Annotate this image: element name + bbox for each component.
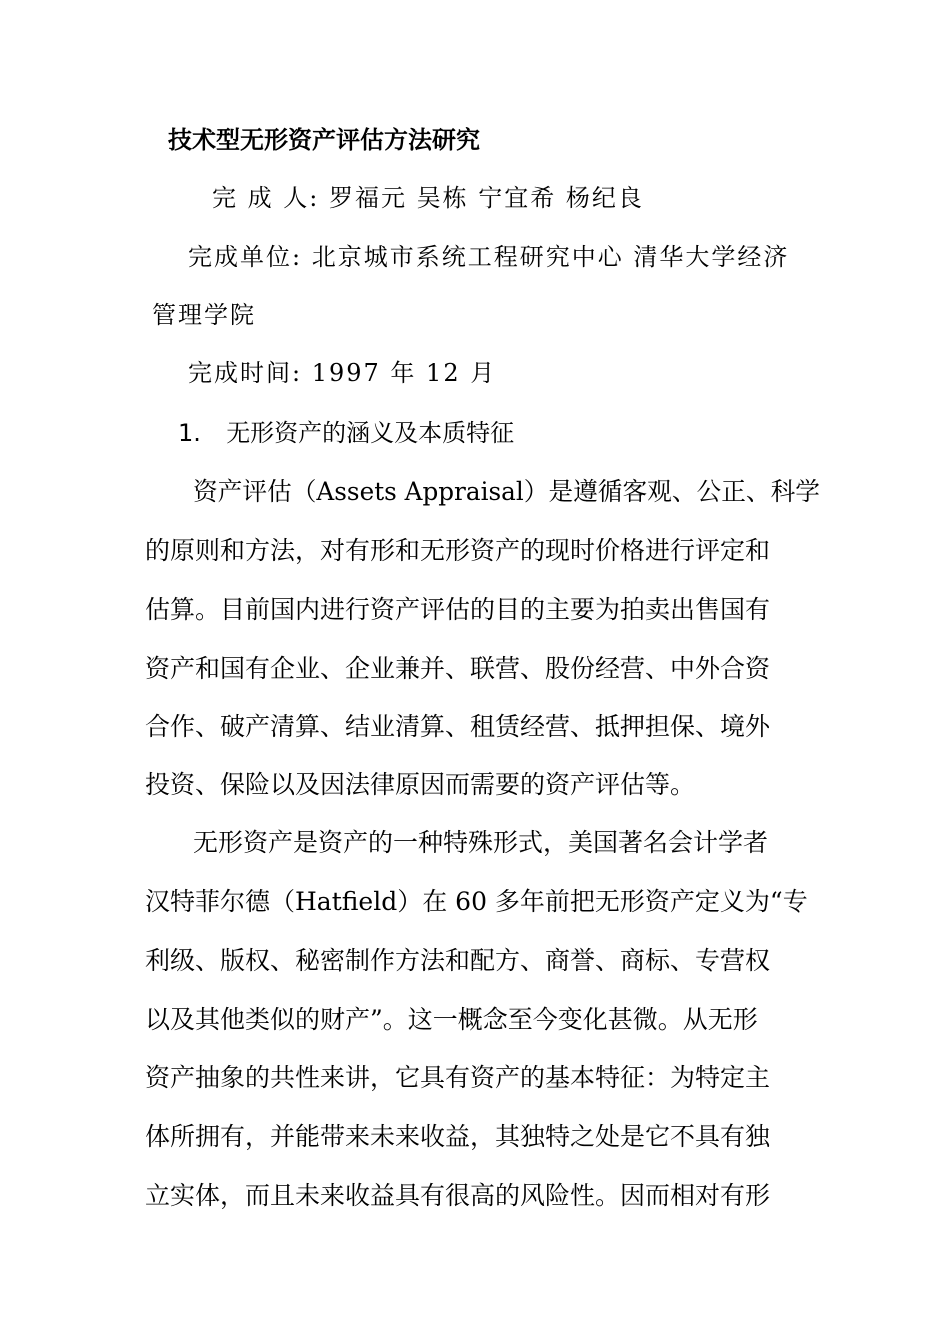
paragraph-line: 以及其他类似的财产”。这一概念至今变化甚微。从无形 (145, 1005, 758, 1034)
time-line: 完成时间: 1997 年 12 月 (188, 359, 497, 387)
paragraph-line: 投资、保险以及因法律原因而需要的资产评估等。 (145, 770, 696, 799)
paragraph-line: 的原则和方法，对有形和无形资产的现时价格进行评定和 (145, 536, 771, 565)
paragraph-line: 资产评估（Assets Appraisal）是遵循客观、公正、科学 (193, 477, 820, 506)
section-title: 无形资产的涵义及本质特征 (226, 419, 515, 447)
paragraph-line: 立实体，而且未来收益具有很高的风险性。因而相对有形 (145, 1181, 771, 1210)
paragraph-line: 无形资产是资产的一种特殊形式，美国著名会计学者 (193, 828, 769, 857)
authors-line: 完 成 人: 罗福元 吴栋 宁宜希 杨纪良 (212, 184, 644, 212)
paragraph-line: 汉特菲尔德（Hatfield）在 60 多年前把无形资产定义为“专 (145, 887, 808, 916)
unit-line-continued: 管理学院 (152, 301, 256, 329)
document-title: 技术型无形资产评估方法研究 (168, 125, 480, 154)
paragraph-line: 资产抽象的共性来讲，它具有资产的基本特征：为特定主 (145, 1063, 771, 1092)
section-heading (178, 421, 514, 445)
unit-line: 完成单位: 北京城市系统工程研究中心 清华大学经济 (188, 243, 790, 271)
paragraph-line: 利级、版权、秘密制作方法和配方、商誉、商标、专营权 (145, 946, 771, 975)
section-number: 1. (178, 419, 201, 447)
paragraph-line: 资产和国有企业、企业兼并、联营、股份经营、中外合资 (145, 654, 771, 683)
paragraph-line: 合作、破产清算、结业清算、租赁经营、抵押担保、境外 (145, 712, 771, 741)
paragraph-line: 估算。目前国内进行资产评估的目的主要为拍卖出售国有 (145, 595, 771, 624)
paragraph-line: 体所拥有，并能带来未来收益，其独特之处是它不具有独 (145, 1122, 771, 1151)
